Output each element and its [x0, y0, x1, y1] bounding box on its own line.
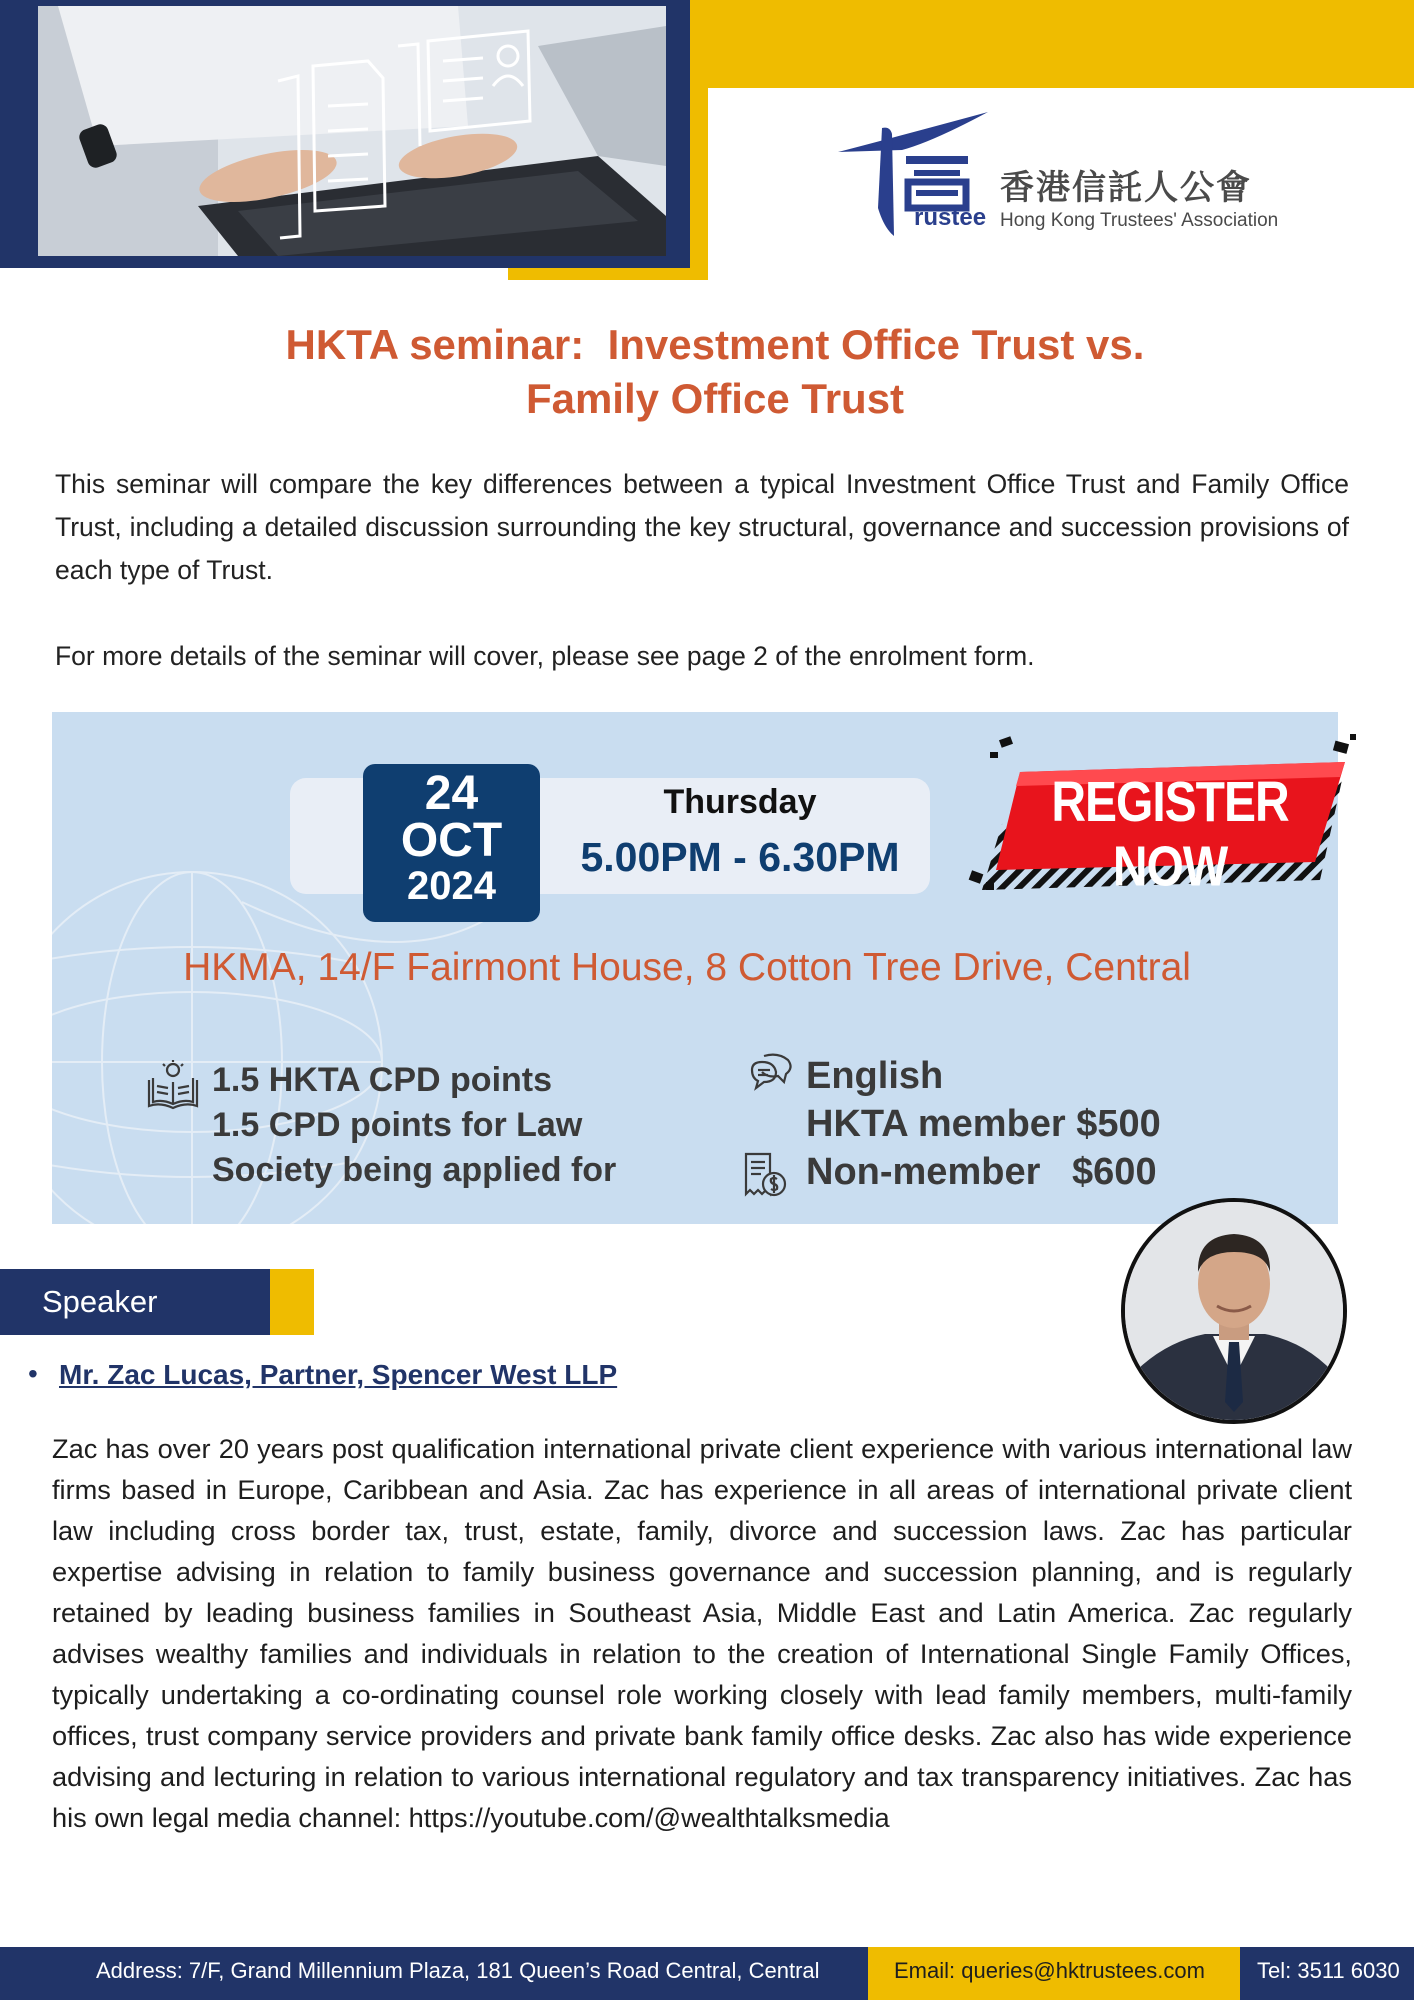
logo-chinese-name: 香港信託人公會	[1000, 168, 1252, 208]
event-time: 5.00PM - 6.30PM	[580, 834, 900, 880]
event-weekday: Thursday	[663, 783, 817, 821]
cpd-info	[212, 1058, 616, 1193]
speaker-name-link[interactable]: Mr. Zac Lucas, Partner, Spencer West LLP	[59, 1359, 618, 1390]
speaker-avatar	[1121, 1198, 1347, 1424]
seminar-title-line2: Family Office Trust	[525, 375, 905, 422]
receipt-dollar-icon	[742, 1152, 788, 1198]
language: English	[806, 1055, 944, 1097]
header-photo	[38, 6, 666, 256]
footer-tel[interactable]: Tel: 3511 6030	[1257, 1958, 1400, 1983]
nonmember-price: Non-member $600	[806, 1151, 1157, 1193]
logo-wordmark: rustee	[914, 204, 987, 231]
speaker-bio: Zac has over 20 years post qualification international private client experience with various international law firms based in Europe, Caribbean and Asia. Zac has experience in all areas of international private client law including cross border tax, trust, estate, family, divorce and succession laws. Zac has particular expertise advising in relation to family business governance and succession planning, and is regularly retained by leading business families in Southeast Asia, Middle East and Latin America. Zac regularly advises wealthy families and individuals in relation to the creation of International Single Family Offices, typically undertaking a co-ordinating counsel role working closely with lead family members, multi-family offices, trust company service providers and private bank family office desks. Zac also has wide experience advising and lecturing in relation to various international regulatory and tax transparency initiatives. Zac has his own legal media channel: https://youtube.com/@wealthtalksmedia	[52, 1433, 1352, 1833]
seminar-title-line1: HKTA seminar: Investment Office Trust vs.	[285, 321, 1145, 368]
speaker-bullet: •	[28, 1358, 38, 1389]
date-month: OCT	[400, 814, 503, 867]
language-fee-info	[806, 1052, 1161, 1196]
logo-english-name: Hong Kong Trustees' Association	[1000, 210, 1279, 231]
open-book-lightbulb-icon	[146, 1060, 200, 1112]
footer-email[interactable]: Email: queries@hktrustees.com	[894, 1958, 1205, 1983]
seminar-details-note: For more details of the seminar will cover, please see page 2 of the enrolment form.	[55, 641, 1035, 671]
speaker-section-label: Speaker	[0, 1269, 270, 1335]
seminar-title	[60, 318, 1370, 426]
date-year: 2024	[407, 864, 496, 908]
cpd-line-2: 1.5 CPD points for Law	[212, 1106, 583, 1144]
cpd-line-1: 1.5 HKTA CPD points	[212, 1061, 553, 1099]
hkta-logo	[832, 108, 1302, 248]
seminar-intro: This seminar will compare the key differences between a typical Investment Office Trust and Family Office Trust, including a detailed discussion surrounding the key structural, governance and succession provisions of each type of Trust.	[55, 469, 1349, 585]
footer-address: Address: 7/F, Grand Millennium Plaza, 181 Queen’s Road Central, Central	[96, 1958, 820, 1983]
date-day: 24	[424, 767, 479, 820]
cpd-line-3: Society being applied for	[212, 1151, 617, 1189]
date-badge	[363, 764, 540, 922]
member-price: HKTA member $500	[806, 1103, 1161, 1145]
register-now-label[interactable]: REGISTER NOW	[1051, 771, 1289, 899]
speech-bubbles-icon	[748, 1052, 794, 1092]
event-venue: HKMA, 14/F Fairmont House, 8 Cotton Tree Drive, Central	[183, 946, 1191, 989]
